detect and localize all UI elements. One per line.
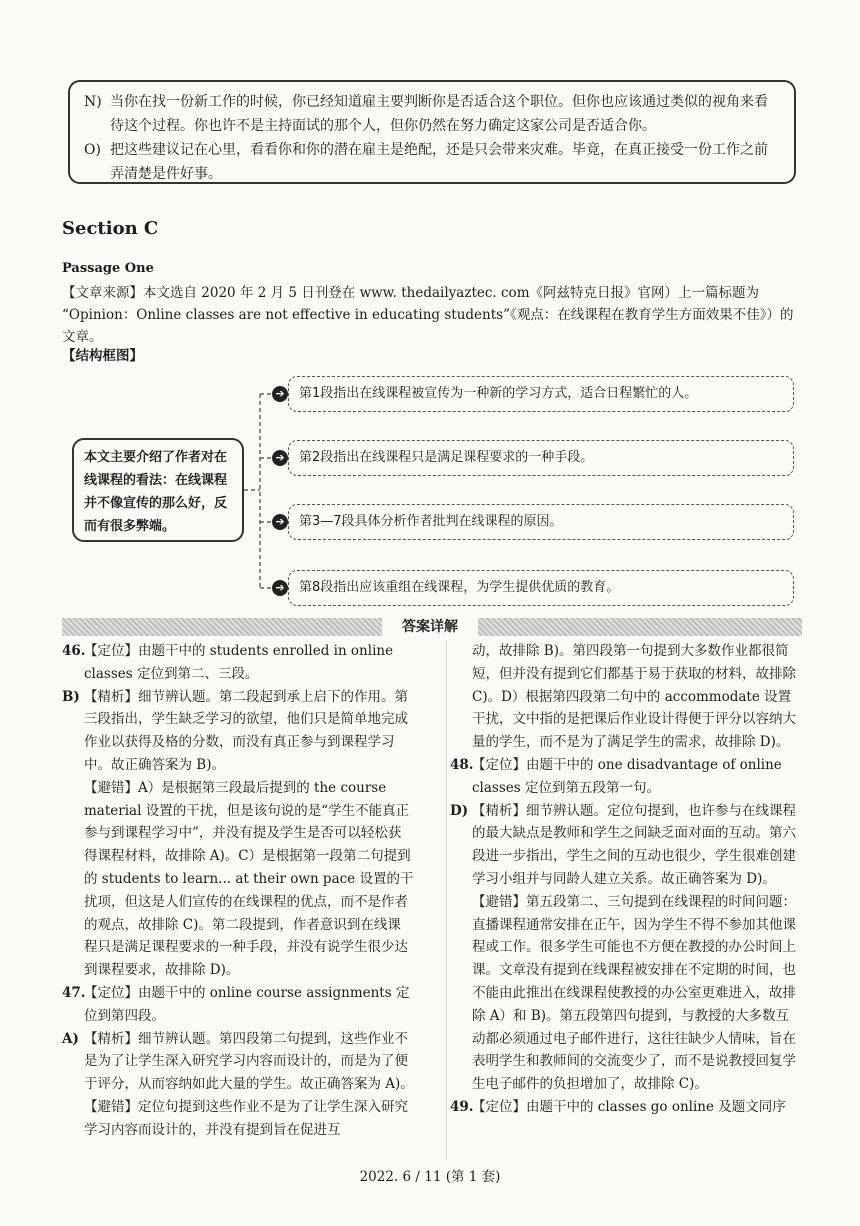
answer-text: 【精析】细节辨认题。第四段第二句提到，这些作业不是为了让学生深入研究学习内容而设计的，而是为了便于评分，从而容纳如此大量的学生。故正确答案为 A)。 — [84, 1030, 414, 1093]
answer-text: 动，故排除 B)。第四段第一句提到大多数作业都很简短，但并没有提到它们都基于易于获取的材料，故排除 C)。D）根据第四段第二句中的 accommodate 设置干扰，文中指的是把课后作业设计得便于评分以容纳大量的学生，而不是为了满足学生的需求，故排除 D)。 — [472, 643, 796, 751]
answers-banner-title: 答案详解 — [382, 616, 478, 638]
answer-item — [450, 1096, 802, 1119]
answer-item — [62, 640, 414, 686]
column-divider — [446, 640, 447, 1160]
arrow-right-icon: ➔ — [272, 450, 288, 466]
answer-text: 【定位】由题干中的 classes go online 及题文同序 — [472, 1098, 786, 1115]
question-mark — [450, 640, 472, 754]
answer-text: 【定位】由题干中的 online course assignments 定位到第四段。 — [84, 984, 410, 1024]
article-source: 【文章来源】本文选自 2020 年 2 月 5 日刊登在 www. thedailyaztec. com《阿兹特克日报》官网）上一篇标题为 “Opinion：Online classes are not effective in educating students”《观点：在线课程在教育学生方面效果不佳》）的文章。 — [62, 285, 794, 345]
answer-item — [62, 777, 414, 982]
question-mark: 46. — [62, 643, 86, 659]
option-letter: N) — [84, 94, 102, 110]
section-title: Section C — [62, 218, 159, 239]
main-idea-box: 本文主要介绍了作者对在线课程的看法：在线课程并不像宣传的那么好，反而有很多弊端。 — [72, 438, 244, 542]
answer-item — [450, 800, 802, 891]
answer-item — [450, 891, 802, 1096]
question-mark — [62, 1096, 84, 1142]
answer-item — [62, 1096, 414, 1142]
question-mark: 47. — [62, 984, 86, 1001]
framework-label: 【结构框图】 — [62, 348, 143, 364]
answer-text: 【避错】定位句提到这些作业不是为了让学生深入研究学习内容而设计的，并没有提到旨在促进互 — [84, 1098, 408, 1138]
arrow-right-icon: ➔ — [272, 514, 288, 530]
branch-paragraph-2: 第2段指出在线课程只是满足课程要求的一种手段。 — [288, 440, 794, 476]
passage-title: Passage One — [62, 261, 154, 276]
question-mark: D) — [450, 802, 469, 819]
answer-text: 【定位】由题干中的 one disadvantage of online classes 定位到第五段第一句。 — [472, 756, 782, 796]
question-mark — [62, 777, 84, 982]
option-text: 当你在找一份新工作的时候，你已经知道雇主要判断你是否适合这个职位。但你也应该通过类似的视角来看待这个过程。你也许不是主持面试的那个人，但你仍然在努力确定这家公司是否适合你。 — [110, 94, 768, 134]
branch-paragraphs-3-7: 第3—7段具体分析作者批判在线课程的原因。 — [288, 504, 794, 540]
answer-item — [450, 754, 802, 800]
page-footer: 2022. 6 / 11 (第 1 套) — [359, 1169, 501, 1185]
answer-text: 【精析】细节辨认题。第二段起到承上启下的作用。第三段指出，学生缺乏学习的欲望，他们只是简单地完成作业以获得及格的分数，而没有真正参与到课程学习中。故正确答案为 B)。 — [84, 688, 408, 773]
arrow-right-icon: ➔ — [272, 386, 288, 402]
answers-right-column — [450, 640, 802, 1119]
answer-item — [450, 640, 802, 754]
answer-text: 【避错】第五段第二、三句提到在线课程的时间问题：直播课程通常安排在正午，因为学生不得不参加其他课程或工作。很多学生可能也不方便在教授的办公时间上课。文章没有提到在线课程被安排在不定期的时间，也不能由此推出在线课程使教授的办公室更难进入，故排除 A）和 B)。第五段第四句提到，与教授的大多数互动都必须通过电子邮件进行，这往往缺少人情味，旨在表明学生和教师间的交流变少了，而不是说教授回复学生电子邮件的负担增加了，故排除 C)。 — [472, 893, 796, 1093]
answer-item — [62, 982, 414, 1028]
answer-item — [62, 686, 414, 777]
arrow-right-icon: ➔ — [272, 580, 288, 596]
question-mark: B) — [62, 688, 80, 705]
answer-item — [62, 1028, 414, 1096]
branch-paragraph-8: 第8段指出应该重组在线课程，为学生提供优质的教育。 — [288, 570, 794, 606]
answer-text: 【定位】由题干中的 students enrolled in online classes 定位到第二、三段。 — [84, 643, 394, 682]
question-mark: 49. — [450, 1098, 474, 1115]
answers-left-column — [62, 640, 414, 1142]
option-text: 把这些建议记在心里，看看你和你的潜在雇主是绝配，还是只会带来灾难。毕竟，在真正接受一份工作之前弄清楚是件好事。 — [110, 142, 768, 182]
branch-paragraph-1: 第1段指出在线课程被宣传为一种新的学习方式，适合日程繁忙的人。 — [288, 376, 794, 412]
question-mark: 48. — [450, 756, 474, 773]
question-mark — [450, 891, 472, 1096]
question-mark: A) — [62, 1030, 79, 1047]
option-letter: O) — [84, 142, 101, 158]
answer-text: 【避错】A）是根据第三段最后提到的 the course material 设置的干扰，但是该句说的是“学生不能真正参与到课程学习中”，并没有提及学生是否可以轻松获得课程材料，故排除 A)。C）是根据第一段第二句提到的 students to learn... at their own pace 设置的干扰项，但这是人们宣传的在线课程的优点，而不是作者的观点，故排除 C)。第二段提到，作者意识到在线课程只是满足课程要求的一种手段，并没有说学生很少达到课程要求，故排除 D)。 — [84, 779, 414, 979]
answer-text: 【精析】细节辨认题。定位句提到，也许参与在线课程的最大缺点是教师和学生之间缺乏面对面的互动。第六段进一步指出，学生之间的互动也很少，学生很难创建学习小组并与同龄人建立关系。故正确答案为 D)。 — [472, 802, 796, 887]
